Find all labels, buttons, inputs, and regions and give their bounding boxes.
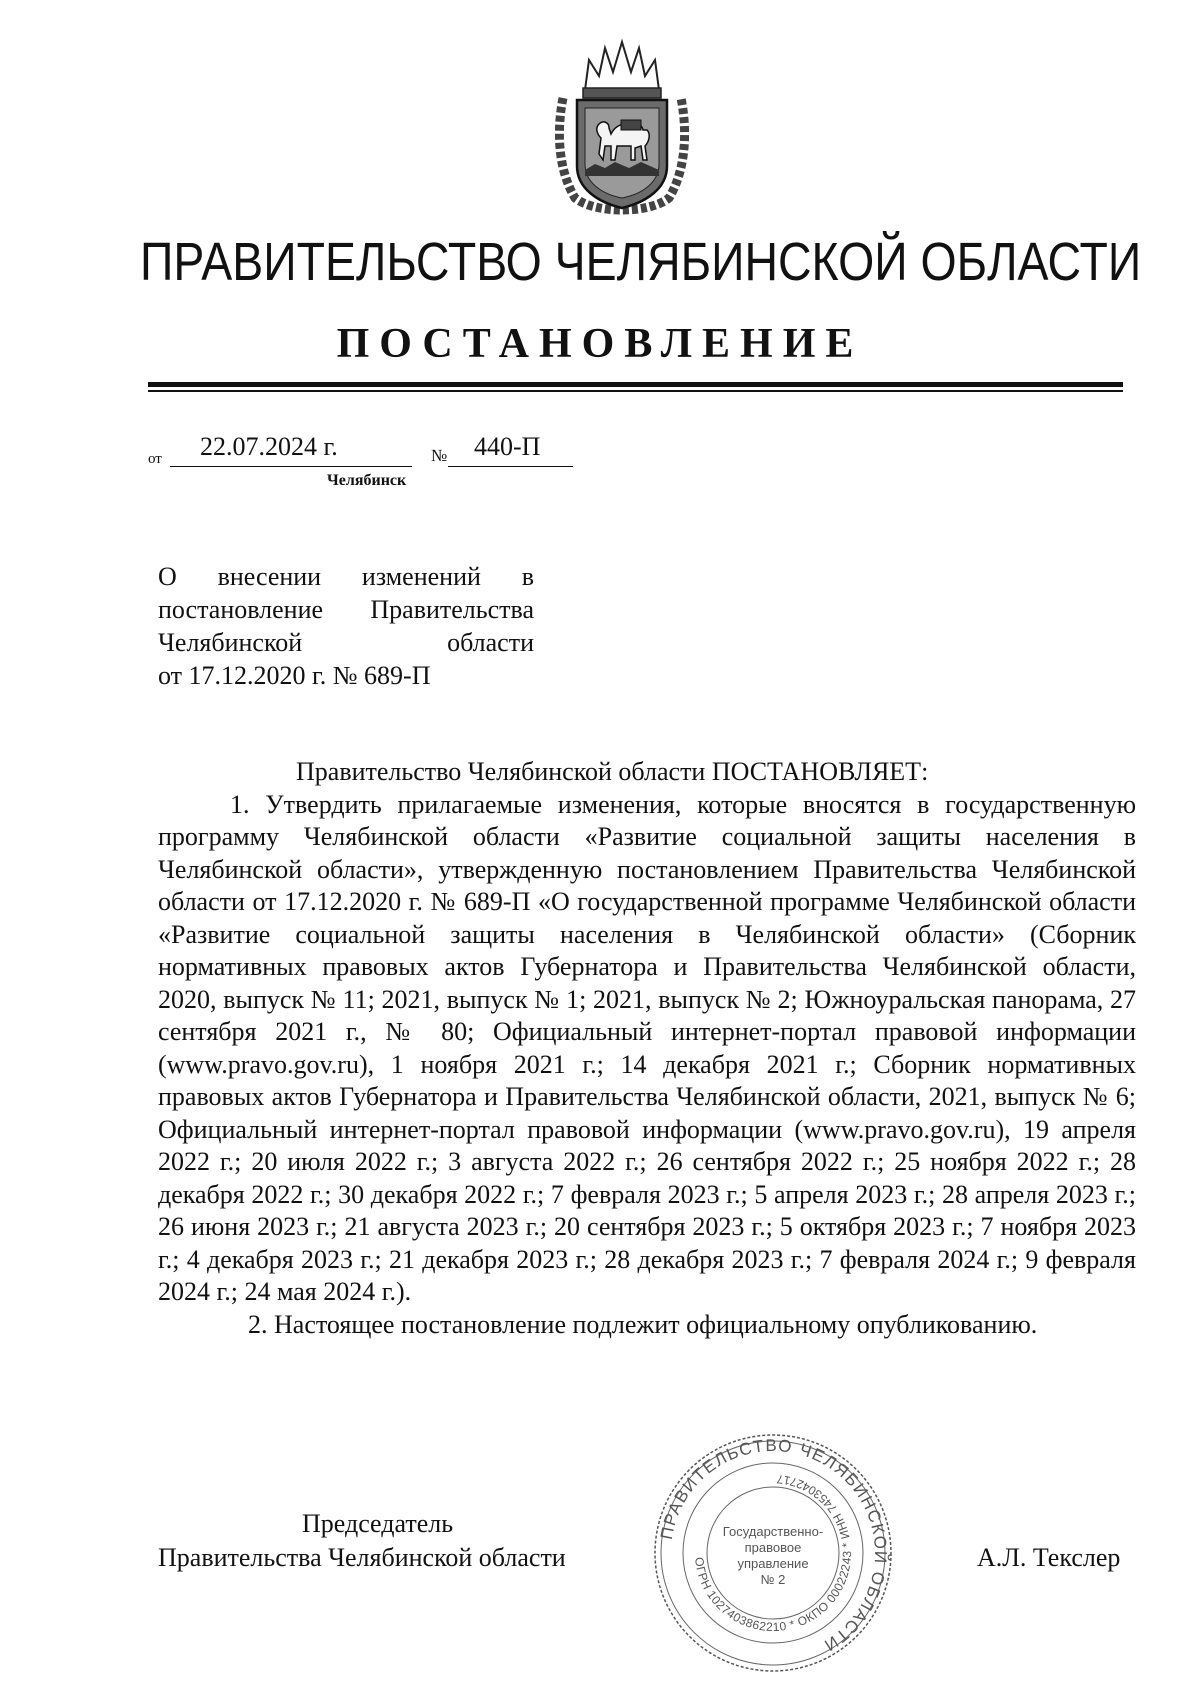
seal-ring-text: ОГРН 1027403862210 * ОКПО 00022243 * ИНН 7453042717 [692,1472,855,1635]
seal-center-line: правовое [744,1540,802,1555]
organization-title: ПРАВИТЕЛЬСТВО ЧЕЛЯБИНСКОЙ ОБЛАСТИ [140,232,1142,292]
seal-center-line: управление [737,1556,809,1571]
document-body [158,756,1136,1341]
document-subject [158,560,534,692]
subject-line: постановление Правительства [158,595,534,624]
date-prefix: от [148,451,162,467]
subject-line: Челябинской области [158,628,534,657]
seal-center-line: Государственно- [722,1524,824,1539]
seal-outer-text: ПРАВИТЕЛЬСТВО ЧЕЛЯБИНСКОЙ ОБЛАСТИ [656,1435,891,1656]
document-number: 440-П [474,432,541,461]
seal-center-line: № 2 [760,1572,786,1587]
date-underline [170,466,412,467]
resolution-item-2: 2. Настоящее постановление подлежит официальному опубликованию. [248,1309,1038,1339]
number-prefix: № [431,446,448,465]
signatory-position-line1: Председатель [302,1509,454,1538]
header-rule-thick [148,382,1123,387]
document-type-heading: ПОСТАНОВЛЕНИЕ [336,321,864,367]
coat-of-arms-icon [555,38,689,216]
document-date: 22.07.2024 г. [200,432,338,461]
subject-line: от 17.12.2020 г. № 689-П [158,661,431,690]
official-seal [648,1428,898,1678]
resolution-item-1: 1. Утвердить прилагаемые изменения, которые вносятся в государственную программу Челябинской области «Развитие социальной защиты населения в Челябинской области», утвержденную постановлением Правительства Челябинской области от 17.12.2020 г. № 689-П «О государственной программе Челябинской области «Развитие социальной защиты населения в Челябинской области» (Сборник нормативных правовых актов Губернатора и Правительства Челябинской области, 2020, выпуск № 11; 2021, выпуск № 1; 2021, выпуск № 2; Южноуральская панорама, 27 сентября 2021 г., № 80; Официальный интернет-портал правовой информации (www.pravo.gov.ru), 1 ноября 2021 г.; 14 декабря 2021 г.; Сборник нормативных правовых актов Губернатора и Правительства Челябинской области, 2021, выпуск № 6; Официальный интернет-портал правовой информации (www.pravo.gov.ru), 19 апреля 2022 г.; 20 июля 2022 г.; 3 августа 2022 г.; 26 сентября 2022 г.; 25 ноября 2022 г.; 28 декабря 2022 г.; 30 декабря 2022 г.; 7 февраля 2023 г.; 5 апреля 2023 г.; 28 апреля 2023 г.; 26 июня 2023 г.; 21 августа 2023 г.; 20 сентября 2023 г.; 5 октября 2023 г.; 7 ноября 2023 г.; 4 декабря 2023 г.; 21 декабря 2023 г.; 28 декабря 2023 г.; 7 февраля 2024 г.; 9 февраля 2024 г.; 24 мая 2024 г.). [158,789,1136,1306]
header-rule-thin [148,390,1123,392]
number-underline [448,466,573,467]
preamble: Правительство Челябинской области ПОСТАНОВЛЯЕТ: [296,757,929,786]
issue-city: Челябинск [327,472,407,489]
subject-line: О внесении изменений в [158,562,534,591]
signatory-position-line2: Правительства Челябинской области [158,1543,566,1572]
signatory-name: А.Л. Текслер [977,1543,1121,1572]
